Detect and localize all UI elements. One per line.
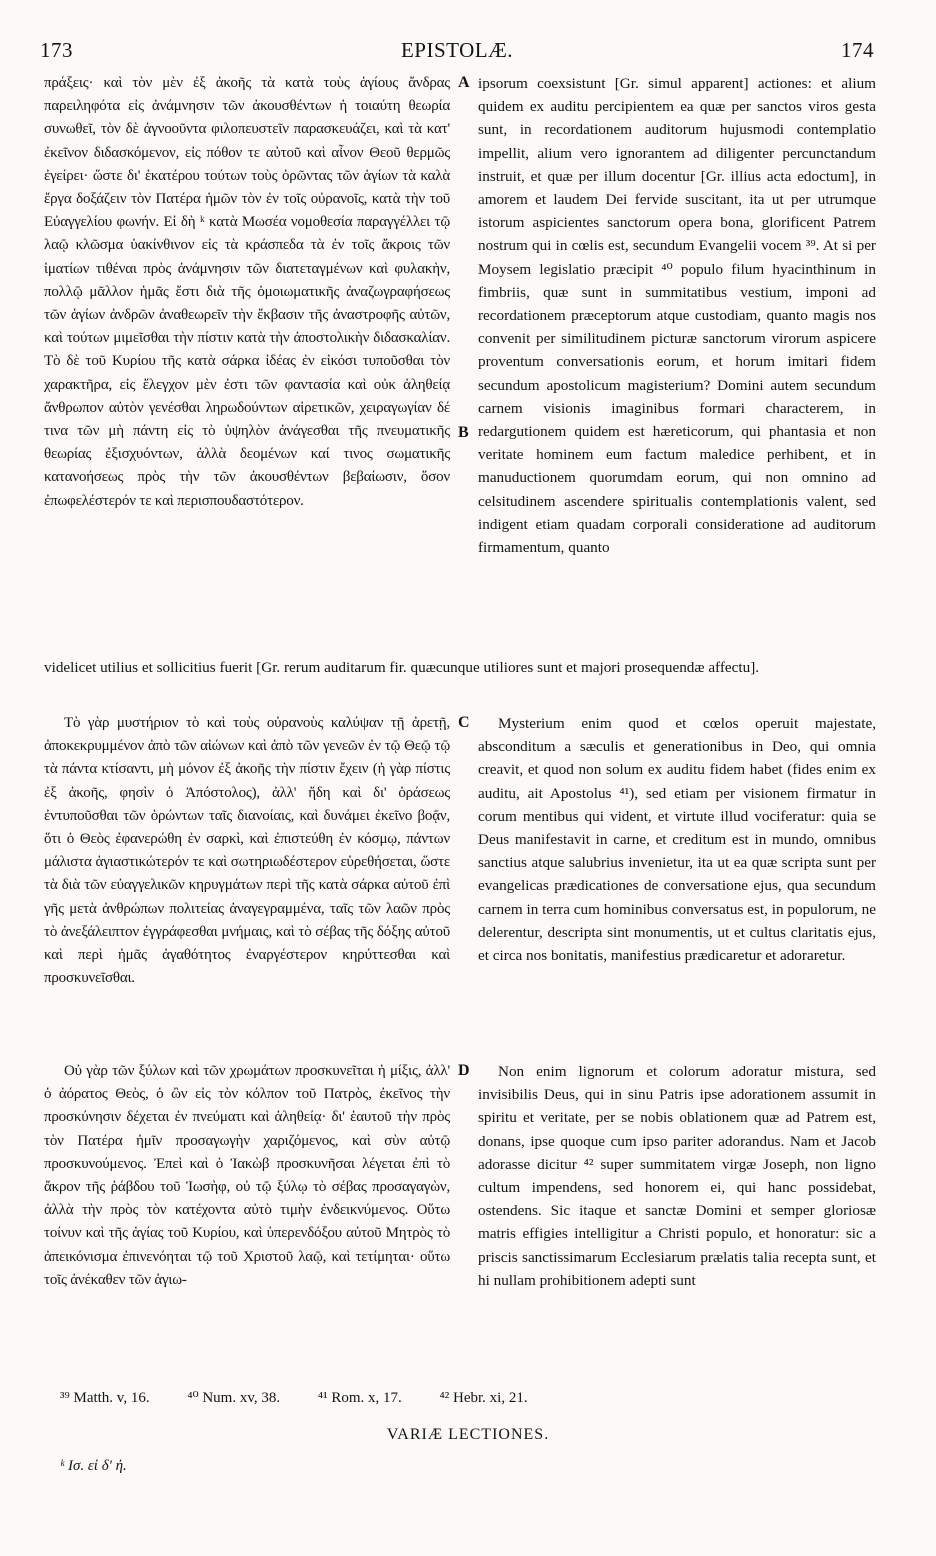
page-header (40, 38, 874, 68)
latin-paragraph-continued: videlicet utilius et sollicitius fuerit [Gr. rerum auditarum fir. quæcunque utiliores sunt et majori prosequendæ affectu]. (44, 659, 760, 676)
variae-lectiones-heading: VARIÆ LECTIONES. (386, 1426, 550, 1443)
latin-paragraph: Mysterium enim quod et cœlos operuit majestate, absconditum a sæculis et generationibus in Deo, qui omnia creavit, et quod non solum ex auditu fidem habet (fides enim ex auditu, ait Apostolus ⁴¹), sed etiam per visionem firmatur in corum mentibus qui vident, et virtute illud vociferatur: quia se Deus manifestavit in carne, et creditum est in mundo, omnibus sanctius atque salubrius invenietur, ita ut ea quæ scripta sunt per evangelicas prædicationes de conversatione ejus, qua secundum carnem in terra cum hominibus conversatus est, in populorum, ne delerentur, descripta sint monumentis, ut et cultus claritatis ejus, et circa nos bonitatis, manifestius prædicaretur et adoraretur. (478, 715, 876, 965)
greek-column-block-3 (44, 1060, 450, 1292)
latin-column-block-3 (478, 1060, 876, 1292)
section-mark-d: D (458, 1062, 470, 1079)
variant-reading-note: ᵏ Ισ. εἰ δ' ἠ. (60, 1458, 127, 1474)
section-mark-b: B (458, 424, 469, 441)
footnote: ⁴¹ Rom. x, 17. (317, 1390, 402, 1406)
footnotes (60, 1388, 874, 1407)
footnote: ³⁹ Matth. v, 16. (60, 1390, 150, 1406)
latin-column-block-2 (478, 712, 876, 967)
greek-paragraph: πράξεις· καὶ τὸν μὲν ἐξ ἀκοῆς τὰ κατὰ τοὺς ἁγίους ἄνδρας παρειληφότα εἰς ἀνάμνησιν τῶν ἀκουσθέντων ἡ τοιαύτη θεωρία συνωθεῖ, τὸν δὲ ἀγνοοῦντα φιλοπευστεῖν παρασκευάζει, καὶ τὰ κατ' ἐκεῖνον διδασκόμενον, εἰς πόθον τε αὐτοῦ καὶ αἶνον Θεοῦ θερμῶς ἐγείρει· ὥστε δι' ἑκατέρου τούτων τοὺς ὁρῶντας τῶν ἁγίων τὰ καλὰ ἔργα δοξάζειν τὸν Πατέρα ἡμῶν τὸν ἐν τοῖς οὐρανοῖς, κατὰ τὴν τοῦ Εὐαγγελίου φωνήν. Εἰ δὴ ᵏ κατὰ Μωσέα νομοθεσία παραγγέλλει τῷ λαῷ κλῶσμα ὑακίνθινον εἰς τὰ κράσπεδα τὰ ἐν τοῖς ἄκροις τῶν ἱματίων τιθέναι πρὸς ἀνάμνησιν τῶν διατεταγμένων καὶ φυλακὴν, πολλῷ μᾶλλον ἡμᾶς ἔστι διὰ τῆς ὁμοιωματικῆς ἀναζωγραφήσεως τῶν ἁγίων ἀνδρῶν ἀναθεωρεῖν τὴν ἔκβασιν τῆς ἀναστροφῆς αὐτῶν, καὶ τούτων μιμεῖσθαι τὴν πίστιν κατὰ τὴν ἀποστολικὴν διδασκαλίαν. Τὸ δὲ τοῦ Κυρίου τῆς κατὰ σάρκα ἰδέας ἐν εἰκόσι τυποῦσθαι τὸν χαρακτῆρα, εἰς ἔλεγχον μὲν ἐστι τῶν φαντασία καὶ οὐκ ἀληθείᾳ ἄνθρωπον αὐτὸν γενέσθαι ληρωδούντων αἱρετικῶν, χειραγωγίαν δέ τινα τῶν μὴ πάντη εἰς τὸ ὑψηλὸν ἀνάγεσθαι τῆς πνευματικῆς θεωρίας ἐξισχυόντων, ἀλλὰ δεομένων καί τινος σωματικῆς κατανοήσεως πρὸς τὴν τῶν ἀκουσθέντων βεβαίωσιν, ὅσον ἐπωφελέστερόν τε καὶ περισπουδαστότερον. (44, 75, 450, 509)
footnote: ⁴⁰ Num. xv, 38. (187, 1390, 281, 1406)
latin-paragraph: Non enim lignorum et colorum adoratur mistura, sed invisibilis Deus, qui in sinu Patris ipse adorationem assumit in spiritu et veritate, per se nobis oblationem quæ ad Patrem est, donans, ipse quoque cum ipso pariter adorandus. Nam et Jacob adorasse dicitur ⁴² super summitatem virgæ Joseph, non ligno cultum impendens, sed honorem ei, qui hanc possidebat, ostendens. Sic itaque et sanctæ Domini et semper gloriosæ matris effigies intelligitur a Christi populo, et honoratur: sic a priscis sanctissimarum Ecclesiarum prælatis talia recepta sunt, et hi nullam prohibitionem adepti sunt (478, 1063, 876, 1289)
footnote: ⁴² Hebr. xi, 21. (439, 1390, 528, 1406)
section-mark-a: A (458, 74, 470, 91)
running-title: EPISTOLÆ. (400, 38, 514, 62)
greek-column-block-2 (44, 712, 450, 990)
greek-paragraph: Οὐ γὰρ τῶν ξύλων καὶ τῶν χρωμάτων προσκυνεῖται ἡ μίξις, ἀλλ' ὁ ἀόρατος Θεὸς, ὁ ὢν εἰς τὸν κόλπον τοῦ Πατρὸς, ἐκεῖνος τὴν προσκύνησιν δέχεται ἐν πνεύματι καὶ ἀληθείᾳ· δι' ἑαυτοῦ τὴν πρὸς τὸν Πατέρα ἡμῖν προσαγωγὴν χαριζόμενος, καὶ σὺν αὐτῷ προσκυνούμενος. Ἐπεὶ καὶ ὁ Ἰακὼβ προσκυνῆσαι λέγεται ἐπὶ τὸ ἄκρον τῆς ῥάβδου τοῦ Ἰωσὴφ, οὐ τῷ ξύλῳ τὸ σέβας προσαγαγὼν, ἀλλὰ τὴν πρὸς τὸν κατέχοντα αὐτὸ τιμὴν ἐνδεικνύμενος. Οὕτω τοίνυν καὶ τῆς ἁγίας τοῦ Κυρίου, καὶ ὑπερενδόξου αὐτοῦ Μητρὸς τὸ ἀπεικόνισμα ἐπινενόηται τῷ τοῦ Χριστοῦ λαῷ, καὶ τετίμηται· οὕτω τοῖς ἀνέκαθεν τῶν ἁγιω- (44, 1063, 450, 1288)
section-mark-c: C (458, 714, 470, 731)
greek-column-block-1 (44, 72, 450, 513)
latin-paragraph: ipsorum coexsistunt [Gr. simul apparent] actiones: et alium quidem ex auditu percipientem ea quæ per sanctos viros gesta sunt, in recordationem auditorum hujusmodi contemplatio impellit, alium vero ignorantem ad diligenter percunctandum instruit, et quæ per illum docentur [Gr. illius acta edoctum], in amorem et laudem Dei fervide suscitant, ita ut per utrumque istorum aspicientes sanctorum opera bona, glorificent Patrem nostrum qui in cœlis est, secundum Evangelii vocem ³⁹. At si per Moysem legislatio præcipit ⁴⁰ populo filum hyacinthinum in fimbriis, quæ sunt in summitatibus vestium, imponi ad recordationem præceptorum atque custodiam, quanto magis nos convenit per similitudinem picturæ sanctorum virorum aspicere proventum conversationis eorum, et horum imitari fidem secundum apostolicum magisterium? Domini autem secundum carnem visionis imaginibus formari characterem, in redargutionem quidem est hæreticorum, qui phantasia et non veritate hominem eum factum maledice perhibent, et in manuductionem quorumdam eorum, qui non omnino ad celsitudinem ascendere spiritualis contemplationis valent, sed indigent etiam quadam corporali consideratione ad auditorum firmamentum, quanto (478, 75, 876, 557)
page-number-right: 174 (841, 38, 874, 62)
latin-full-width-line (44, 656, 876, 679)
greek-paragraph: Τὸ γὰρ μυστήριον τὸ καὶ τοὺς οὐρανοὺς καλύψαν τῇ ἀρετῇ, ἀποκεκρυμμένον ἀπὸ τῶν αἰώνων καὶ ἀπὸ τῶν γενεῶν ἐν τῷ Θεῷ τῷ τὰ πάντα κτίσαντι, μὴ μόνον ἐξ ἀκοῆς τὴν πίστιν ἔχειν (ἡ γὰρ πίστις ἐξ ἀκοῆς, φησὶν ὁ Ἀπόστολος), ἀλλ' ἤδη καὶ δι' ὁράσεως ἐντυποῦσθαι τῶν ὁρώντων ταῖς διανοίαις, καὶ δυνάμει ἐκεῖνο βοᾷν, ὅτι ὁ Θεὸς ἐφανερώθη ἐν σαρκὶ, καὶ ἐπιστεύθη ἐν κόσμῳ, πάντων μάλιστα ἁγιαστικώτερόν τε καὶ σωτηριωδέστερον εὑρεθήσεται, ὥστε τὰ διὰ τῶν εὐαγγελικῶν κηρυγμάτων περὶ τῆς κατὰ σάρκα αὐτοῦ ἐπὶ γῆς μετὰ ἀνθρώπων πολιτείας ἀναγεγραμμένα, ταῖς τῶν λαῶν πρὸς τὸ ἀνεξάλειπτον ἐγγράφεσθαι μνήμαις, καὶ τὸ σέβας τῆς δόξης αὐτοῦ καὶ περὶ ἡμᾶς ἀγαθότητος ἐναργέστερον κηρύττεσθαι καὶ προσκυνεῖσθαι. (44, 715, 450, 987)
latin-column-block-1 (478, 72, 876, 559)
page-number-left: 173 (40, 38, 73, 62)
